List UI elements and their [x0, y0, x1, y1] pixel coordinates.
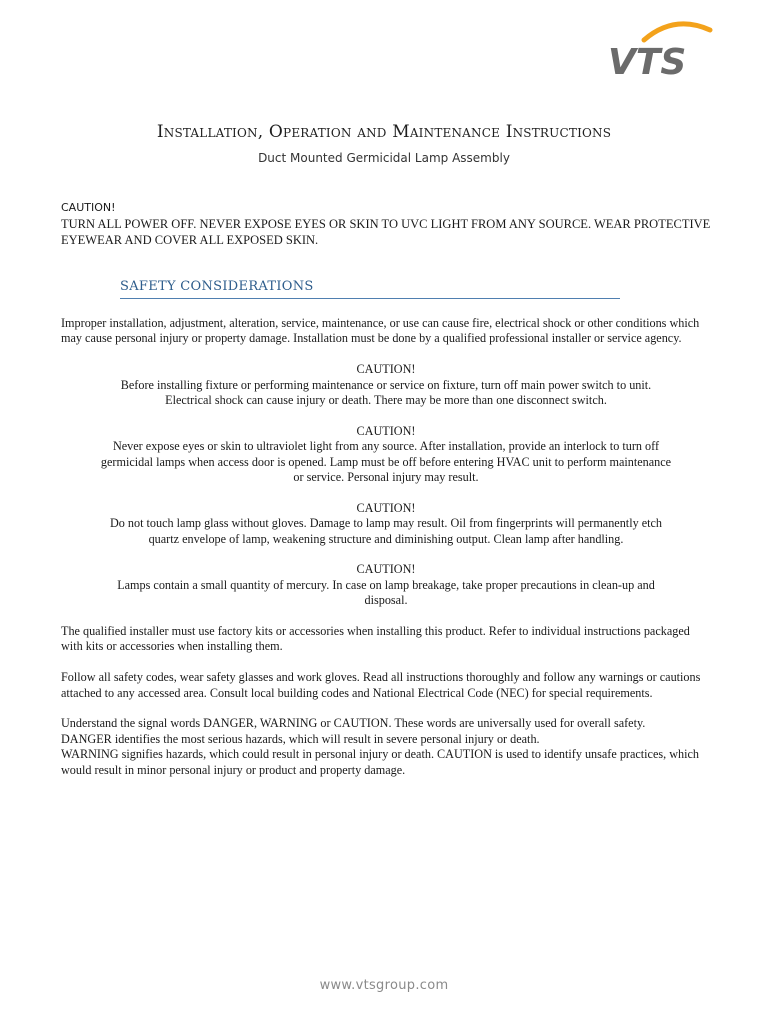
document-body	[61, 316, 711, 793]
document-title: Installation, Operation and Maintenance Instructions	[156, 122, 612, 142]
installer-paragraph: The qualified installer must use factory kits or accessories when installing this product. Refer to individual instructions packaged with kits or accessories when installing them.	[61, 624, 690, 654]
caution-line: or service. Personal injury may result.	[293, 470, 479, 485]
caution-line: germicidal lamps when access door is opened. Lamp must be off before entering HVAC unit to perform maintenance	[100, 454, 672, 469]
footer-url: www.vtsgroup.com	[319, 978, 449, 993]
caution-line: Lamps contain a small quantity of mercury. In case on lamp breakage, take proper precautions in clean-up and	[117, 577, 655, 592]
caution-line: Do not touch lamp glass without gloves. Damage to lamp may result. Oil from fingerprints will permanently etch	[109, 516, 663, 531]
top-caution-line-2: EYEWEAR AND COVER ALL EXPOSED SKIN.	[61, 233, 319, 247]
top-caution-line-1: TURN ALL POWER OFF. NEVER EXPOSE EYES OR SKIN TO UVC LIGHT FROM ANY SOURCE. WEAR PROTECTIVE	[61, 217, 711, 231]
codes-paragraph: Follow all safety codes, wear safety glasses and work gloves. Read all instructions thoroughly and follow any warnings or cautions attached to any accessed area. Consult local building codes and National Electrical Code (NEC) for special requirements.	[61, 670, 701, 700]
caution-block-2	[61, 424, 711, 486]
section-heading: SAFETY CONSIDERATIONS	[120, 279, 314, 294]
signal-words-paragraph: Understand the signal words DANGER, WARNING or CAUTION. These words are universally used for overall safety.	[61, 716, 646, 731]
caution-block-4	[61, 562, 711, 608]
caution-line: disposal.	[364, 593, 408, 608]
warning-paragraph: WARNING signifies hazards, which could result in personal injury or death. CAUTION is used to identify unsafe practices, which would result in minor personal injury or product and property damage.	[61, 747, 699, 777]
logo-text: VTS	[608, 42, 687, 80]
caution-line: Never expose eyes or skin to ultraviolet light from any source. After installation, provide an interlock to turn off	[112, 439, 660, 454]
caution-line: quartz envelope of lamp, weakening structure and diminishing output. Clean lamp after handling.	[148, 531, 624, 546]
document-subtitle: Duct Mounted Germicidal Lamp Assembly	[258, 151, 510, 165]
danger-paragraph: DANGER identifies the most serious hazards, which will result in severe personal injury or death.	[61, 731, 540, 746]
section-divider	[120, 298, 620, 299]
signal-words-block	[61, 716, 711, 778]
vts-logo	[604, 16, 716, 80]
top-caution-label: CAUTION!	[61, 201, 116, 214]
caution-label: CAUTION!	[356, 500, 416, 515]
logo-arc	[644, 24, 710, 40]
caution-line: Before installing fixture or performing maintenance or service on fixture, turn off main power switch to unit.	[120, 377, 652, 392]
caution-block-1	[61, 362, 711, 408]
vts-logo-graphic	[604, 16, 716, 80]
caution-label: CAUTION!	[356, 423, 416, 438]
caution-label: CAUTION!	[356, 562, 416, 577]
caution-block-3	[61, 501, 711, 547]
top-caution-block	[61, 200, 711, 248]
caution-line: Electrical shock can cause injury or death. There may be more than one disconnect switch.	[165, 393, 607, 408]
intro-paragraph: Improper installation, adjustment, alteration, service, maintenance, or use can cause fire, electrical shock or other conditions which may cause personal injury or property damage. Installation must be done by a qualified professional installer or service agency.	[61, 316, 700, 346]
caution-label: CAUTION!	[356, 362, 416, 377]
